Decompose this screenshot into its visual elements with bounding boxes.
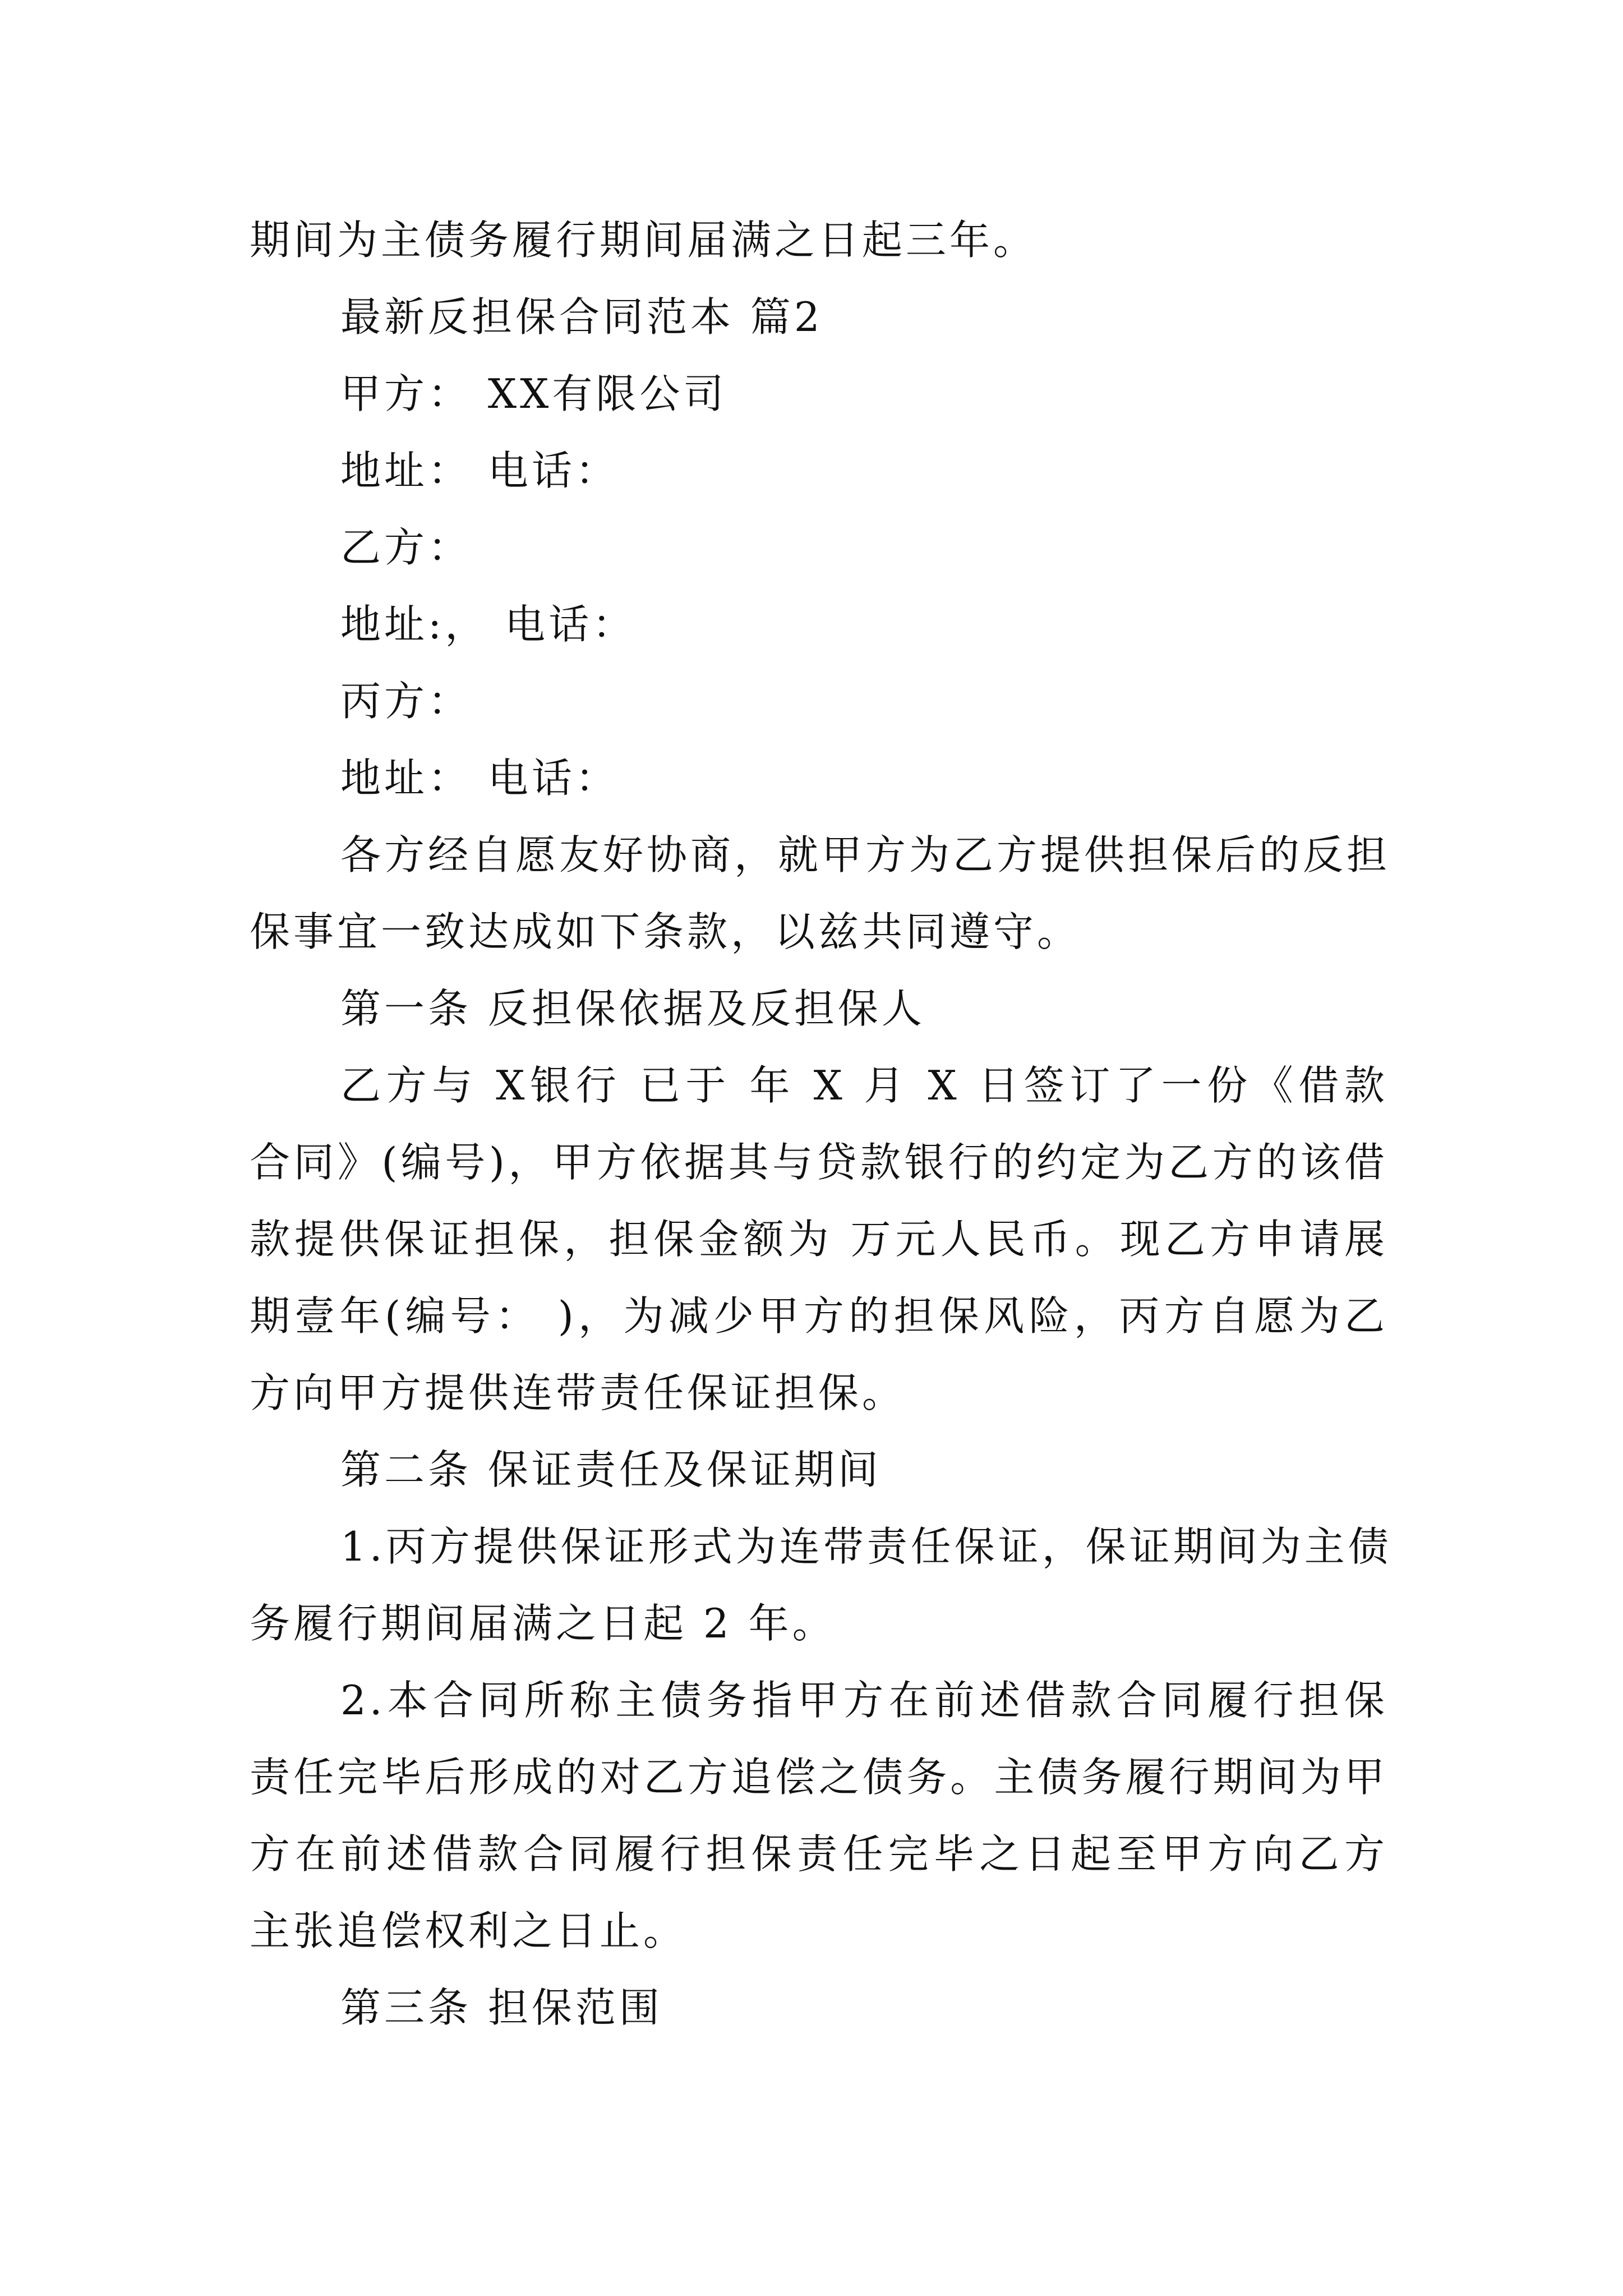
party-b-line: 乙方： [340,524,472,571]
text-line: 保事宜一致达成如下条款，以兹共同遵守。 [250,908,1081,955]
text-line: 方向甲方提供连带责任保证担保。 [250,1369,906,1416]
text-line: 期间为主债务履行期间届满之日起三年。 [250,217,1038,264]
article-one-heading: 第一条 反担保依据及反担保人 [340,985,925,1032]
text-line: 乙方与 X银行 已于 年 X 月 X 日签订了一份《借款 [340,1062,1388,1109]
text-line: 各方经自愿友好协商，就甲方为乙方提供担保后的反担 [340,831,1391,878]
text-line: 责任完毕后形成的对乙方追偿之债务。主债务履行期间为甲 [250,1754,1388,1801]
text-line: 方在前述借款合同履行担保责任完毕之日起至甲方向乙方 [250,1830,1388,1878]
text-line: 款提供保证担保，担保金额为 万元人民币。现乙方申请展 [250,1216,1388,1263]
party-c-address-line: 地址： 电话： [340,754,619,802]
party-c-line: 丙方： [340,678,472,725]
article-two-heading: 第二条 保证责任及保证期间 [340,1446,882,1493]
text-line: 务履行期间届满之日起 2 年。 [250,1600,836,1647]
document-body [250,202,1392,2046]
text-line: 主张追偿权利之日止。 [250,1907,688,1954]
text-line: 合同》(编号)，甲方依据其与贷款银行的约定为乙方的该借 [250,1139,1388,1186]
party-b-address-line: 地址:， 电话： [340,601,637,648]
party-a-address-line: 地址： 电话： [340,447,619,494]
section-heading: 最新反担保合同范本 篇2 [340,293,823,341]
text-line: 期壹年(编号： )，为减少甲方的担保风险，丙方自愿为乙 [250,1292,1388,1340]
text-line: 2.本合同所称主债务指甲方在前述借款合同履行担保 [340,1677,1388,1724]
party-a-line: 甲方： XX有限公司 [340,370,727,417]
text-line: 1.丙方提供保证形式为连带责任保证，保证期间为主债 [340,1523,1392,1570]
article-three-heading: 第三条 担保范围 [340,1984,663,2031]
